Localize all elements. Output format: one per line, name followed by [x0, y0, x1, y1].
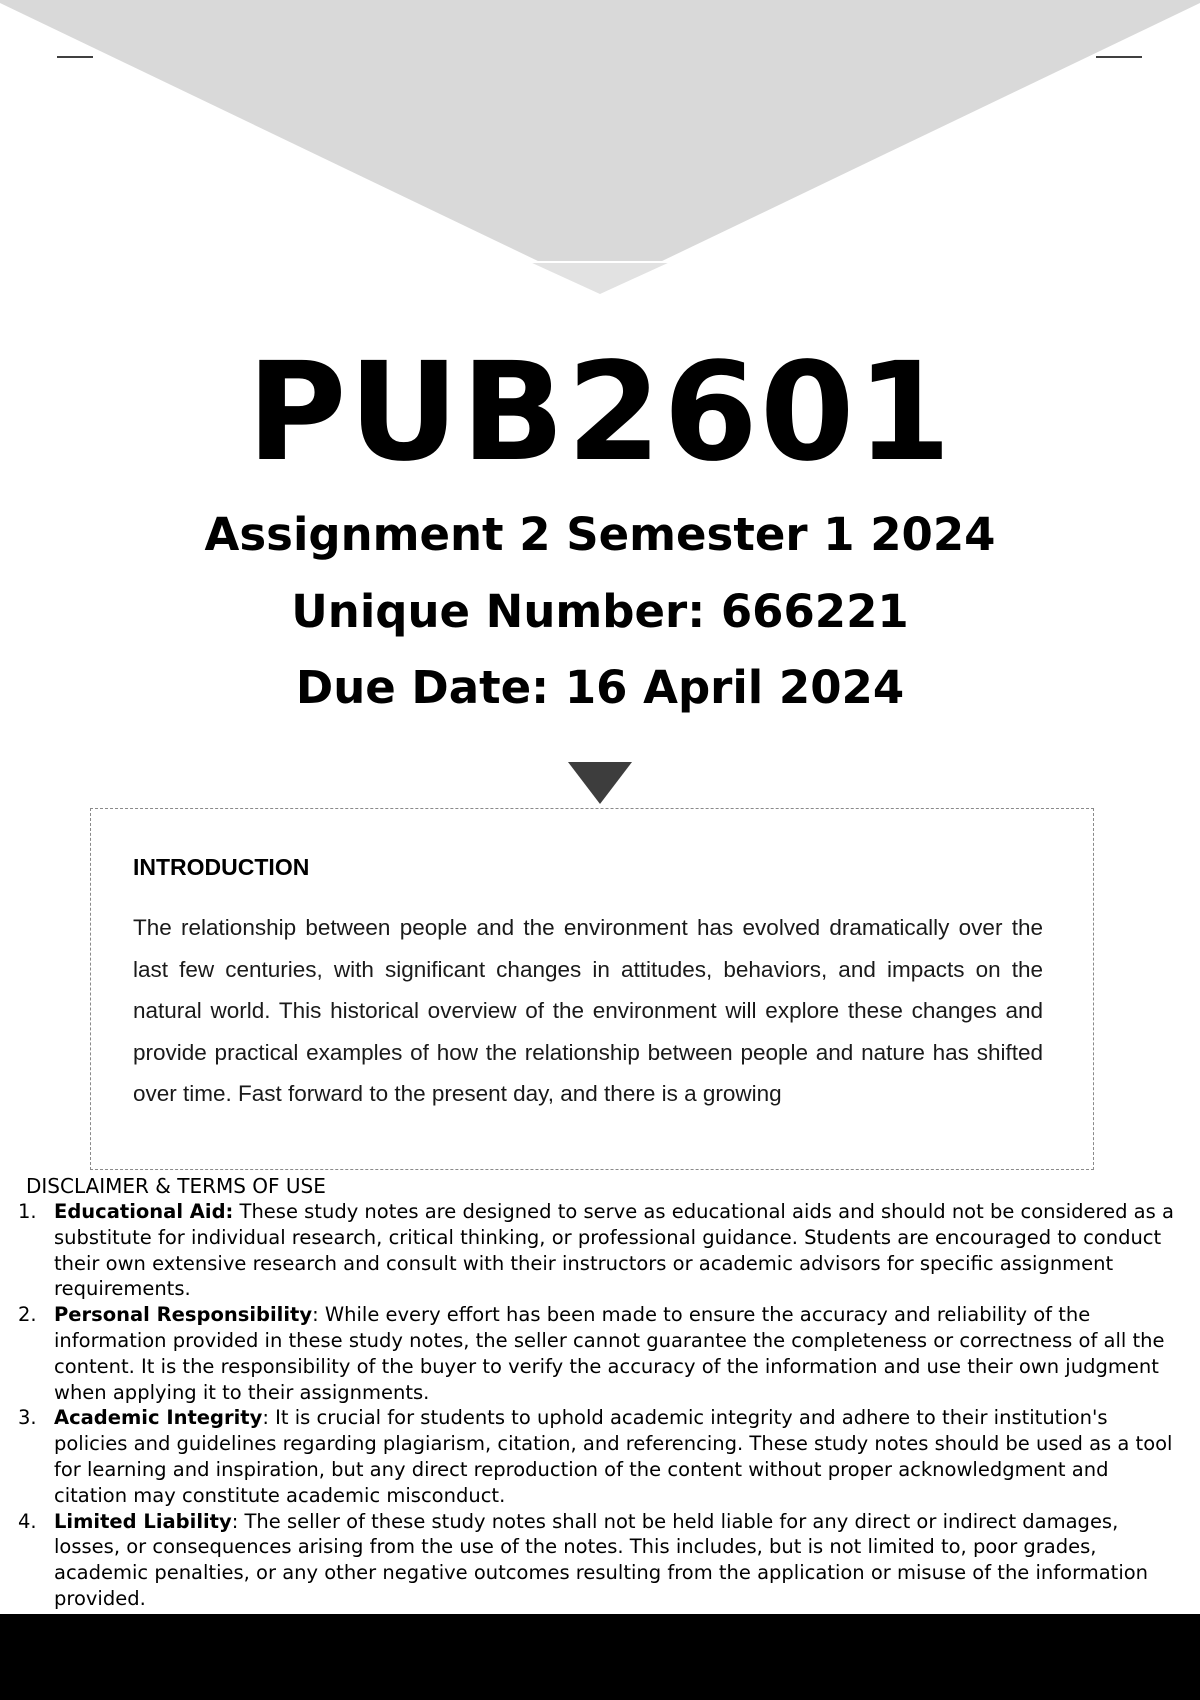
term-text: These study notes are designed to serve as educational aids and should not be considered as a substitute for individual research, critical thinking, or professional guidance. Students are encouraged to conduct their own extensive research and consult with their instructors or academic advisors for specific assignment requirements.	[54, 1200, 1174, 1301]
introduction-heading: INTRODUCTION	[133, 854, 310, 880]
term-item-limited-liability	[0, 1509, 1200, 1612]
disclaimer-section	[0, 1173, 1200, 1612]
introduction-text: The relationship between people and the environment has evolved dramatically over the last few centuries, with significant changes in attitudes, behaviors, and impacts on the natural world. This historical overview of the environment will explore these changes and provide practical examples of how the relationship between people and nature has shifted over time. Fast forward to the present day, and there is a growing	[133, 915, 1043, 1106]
term-item-academic-integrity	[0, 1405, 1200, 1508]
term-item-personal-responsibility	[0, 1302, 1200, 1405]
term-text: : It is crucial for students to uphold academic integrity and adhere to their institution's policies and guidelines regarding plagiarism, citation, and referencing. These study notes should be used as a tool for learning and inspiration, but any direct reproduction of the content without proper acknowledgment and citation may constitute academic misconduct.	[54, 1406, 1173, 1507]
due-date-line: Due Date: 16 April 2024	[295, 661, 905, 714]
term-number: 3.	[18, 1406, 37, 1430]
term-title: Limited Liability	[54, 1509, 232, 1533]
introduction-box	[90, 808, 1094, 1170]
term-text: : The seller of these study notes shall not be held liable for any direct or indirect damages, losses, or consequences arising from the use of the notes. This includes, but is not limited to, poor grades, academic penalties, or any other negative outcomes resulting from the application or misuse of the information provided.	[54, 1509, 1149, 1610]
term-text: : While every effort has been made to ensure the accuracy and reliability of the information provided in these study notes, the seller cannot guarantee the completeness or correctness of all the content. It is the responsibility of the buyer to verify the accuracy of the information and use their own judgment when applying it to their assignments.	[54, 1303, 1165, 1404]
term-number: 2.	[18, 1303, 37, 1327]
unique-number-line: Unique Number: 666221	[291, 585, 909, 638]
term-number: 1.	[18, 1200, 37, 1223]
disclaimer-heading: DISCLAIMER & TERMS OF USE	[26, 1174, 326, 1198]
down-triangle-icon	[568, 762, 632, 804]
terms-list	[0, 1199, 1200, 1612]
term-title: Educational Aid:	[54, 1200, 234, 1223]
assignment-subtitle: Assignment 2 Semester 1 2024	[204, 508, 996, 561]
term-title: Academic Integrity	[54, 1406, 263, 1430]
top-chevron-banner	[0, 0, 1200, 300]
term-title: Personal Responsibility	[54, 1303, 313, 1327]
course-code-title: PUB2601	[246, 334, 954, 492]
term-number: 4.	[18, 1509, 37, 1533]
footer-black-bar	[0, 1614, 1200, 1700]
term-item-educational-aid	[0, 1199, 1200, 1302]
